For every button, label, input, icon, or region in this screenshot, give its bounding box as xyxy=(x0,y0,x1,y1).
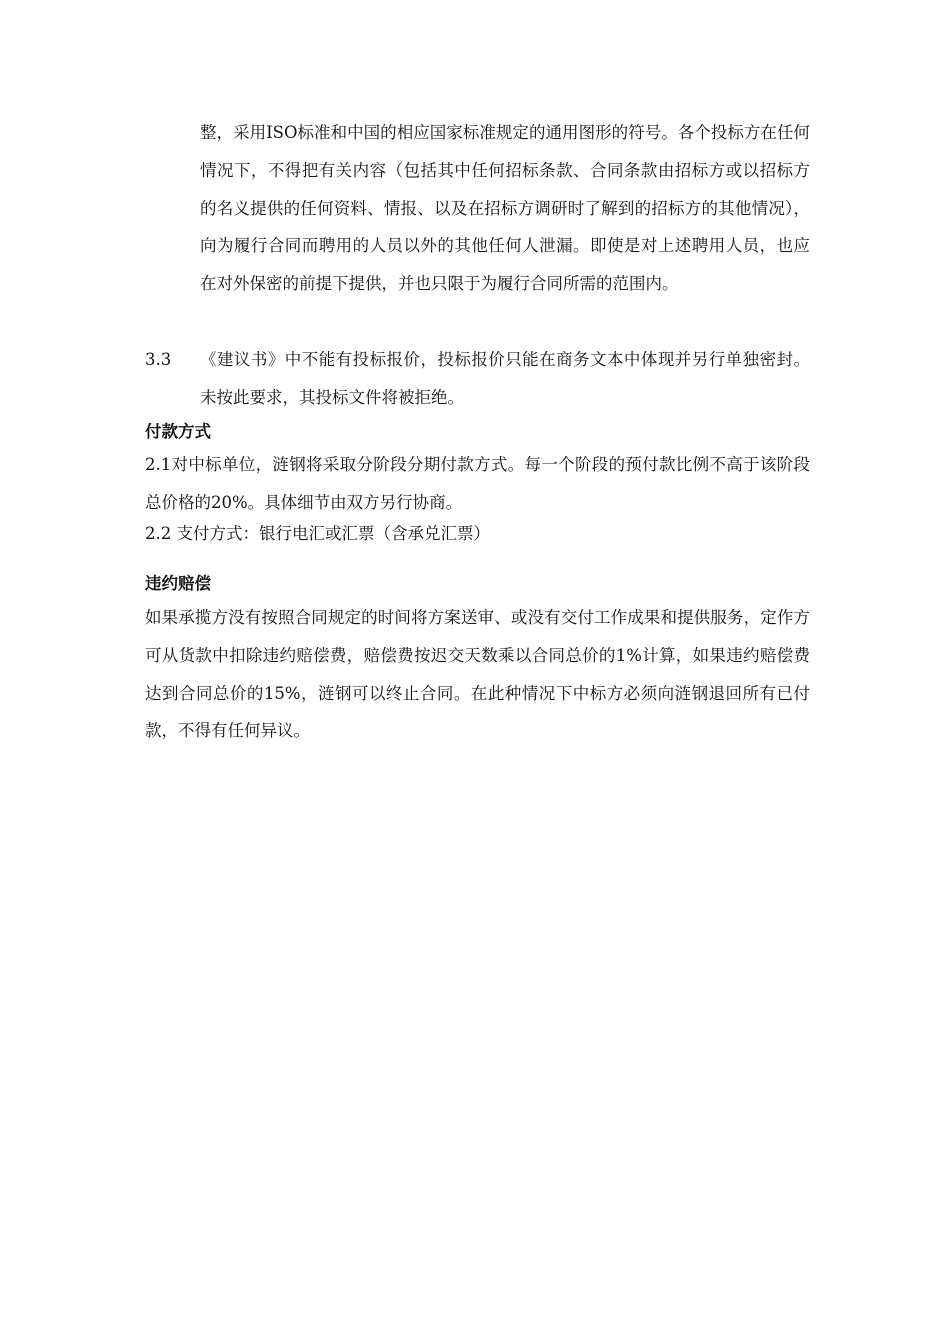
clause-text: 《建议书》中不能有投标报价，投标报价只能在商务文本中体现并另行单独密封。未按此要求，其投标文件将被拒绝。 xyxy=(200,350,810,407)
confidentiality-paragraph-continuation: 整，采用ISO标准和中国的相应国家标准规定的通用图形的符号。各个投标方在任何情况下，不得把有关内容（包括其中任何招标条款、合同条款由招标方或以招标方的名义提供的任何资料、情报、以及在招标方调研时了解到的招标方的其他情况），向为履行合同而聘用的人员以外的其他任何人泄漏。即使是对上述聘用人员，也应在对外保密的前提下提供，并也只限于为履行合同所需的范围内。 xyxy=(200,123,810,294)
payment-item-2-1: 2.1对中标单位，涟钢将采取分阶段分期付款方式。每一个阶段的预付款比例不高于该阶段总价格的20%。具体细节由双方另行协商。 xyxy=(145,455,810,512)
breach-heading: 违约赔偿 xyxy=(145,574,211,593)
breach-paragraph: 如果承揽方没有按照合同规定的时间将方案送审、或没有交付工作成果和提供服务，定作方可从货款中扣除违约赔偿费，赔偿费按迟交天数乘以合同总价的1%计算，如果违约赔偿费达到合同总价的15%，涟钢可以终止合同。在此种情况下中标方必须向涟钢退回所有已付款，不得有任何异议。 xyxy=(145,608,810,741)
clause-number: 3.3 xyxy=(145,350,172,369)
payment-heading: 付款方式 xyxy=(145,422,211,441)
clause-3-3 xyxy=(145,341,810,417)
payment-item-2-2: 2.2 支付方式：银行电汇或汇票（含承兑汇票） xyxy=(145,524,490,543)
